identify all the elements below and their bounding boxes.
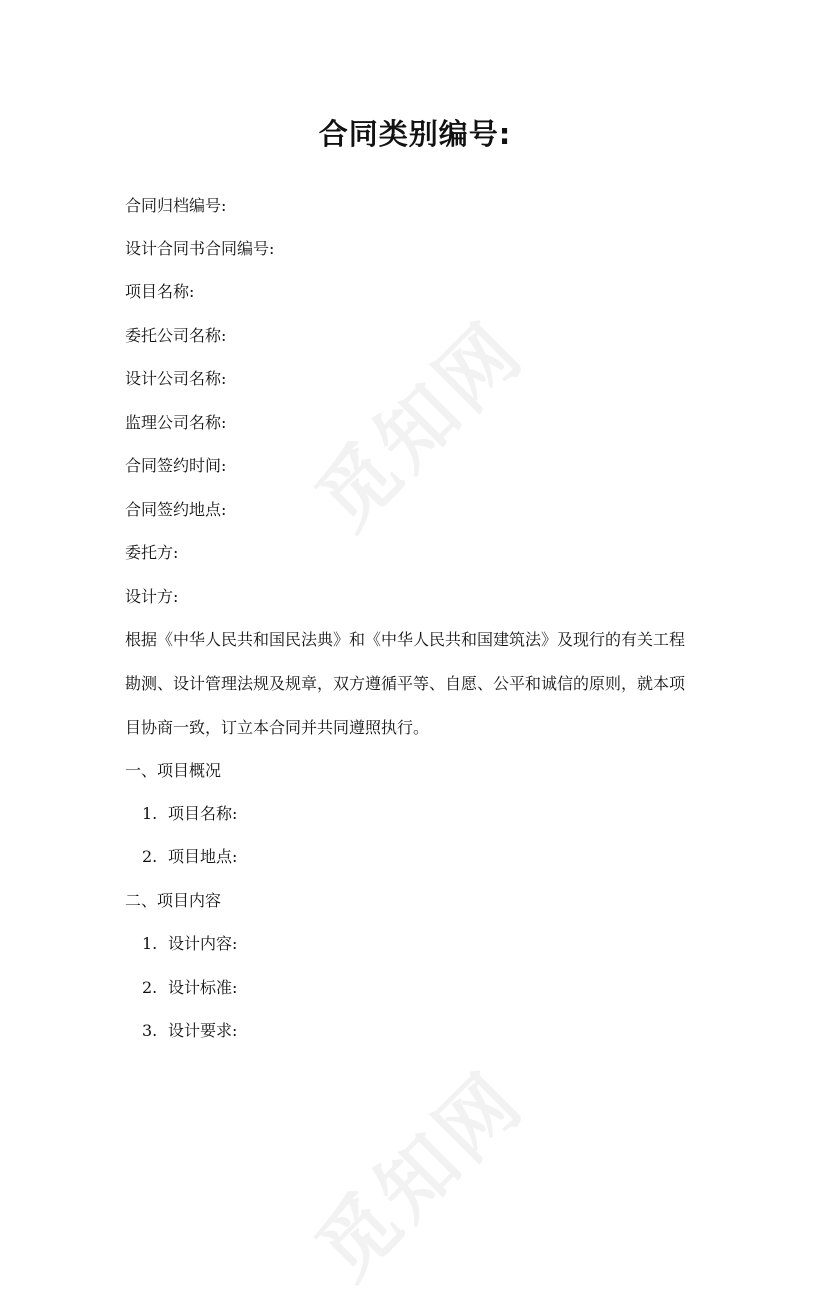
field-design-party: 设计方: [125, 587, 179, 606]
list-item [142, 803, 237, 825]
field-supervision-company: 监理公司名称: [125, 413, 227, 432]
field-signing-location: 合同签约地点: [125, 500, 227, 519]
list-item-text: 设计要求: [168, 1021, 238, 1040]
section-heading-project-overview: 一、项目概况 [125, 761, 222, 780]
preamble-line: 目协商一致，订立本合同并共同遵照执行。 [125, 718, 430, 737]
field-client-party: 委托方: [125, 543, 179, 562]
list-item [142, 977, 237, 999]
field-design-company: 设计公司名称: [125, 369, 227, 388]
list-item-number: 2. [142, 978, 158, 997]
list-item [142, 933, 237, 955]
preamble-line: 根据《中华人民共和国民法典》和《中华人民共和国建筑法》及现行的有关工程 [125, 630, 686, 649]
section-heading-project-content: 二、项目内容 [125, 891, 222, 910]
field-design-contract-number: 设计合同书合同编号: [125, 239, 275, 258]
list-item-number: 1. [142, 934, 158, 953]
list-item [142, 846, 237, 868]
contract-category-number-title: 合同类别编号: [318, 117, 512, 151]
list-item-text: 设计标准: [168, 978, 238, 997]
list-item-text: 设计内容: [168, 934, 238, 953]
list-item-text: 项目地点: [168, 847, 238, 866]
list-item-text: 项目名称: [168, 804, 238, 823]
field-client-company: 委托公司名称: [125, 326, 227, 345]
list-item-number: 3. [142, 1021, 158, 1040]
field-archive-number: 合同归档编号: [125, 196, 227, 215]
list-item [142, 1020, 237, 1042]
field-project-name: 项目名称: [125, 282, 195, 301]
preamble-line: 勘测、设计管理法规及规章，双方遵循平等、自愿、公平和诚信的原则，就本项 [125, 674, 686, 693]
list-item-number: 2. [142, 847, 158, 866]
field-signing-time: 合同签约时间: [125, 456, 227, 475]
watermark-center: 觅知网 [300, 305, 542, 547]
watermark-bottom: 觅知网 [300, 1055, 542, 1297]
list-item-number: 1. [142, 804, 158, 823]
